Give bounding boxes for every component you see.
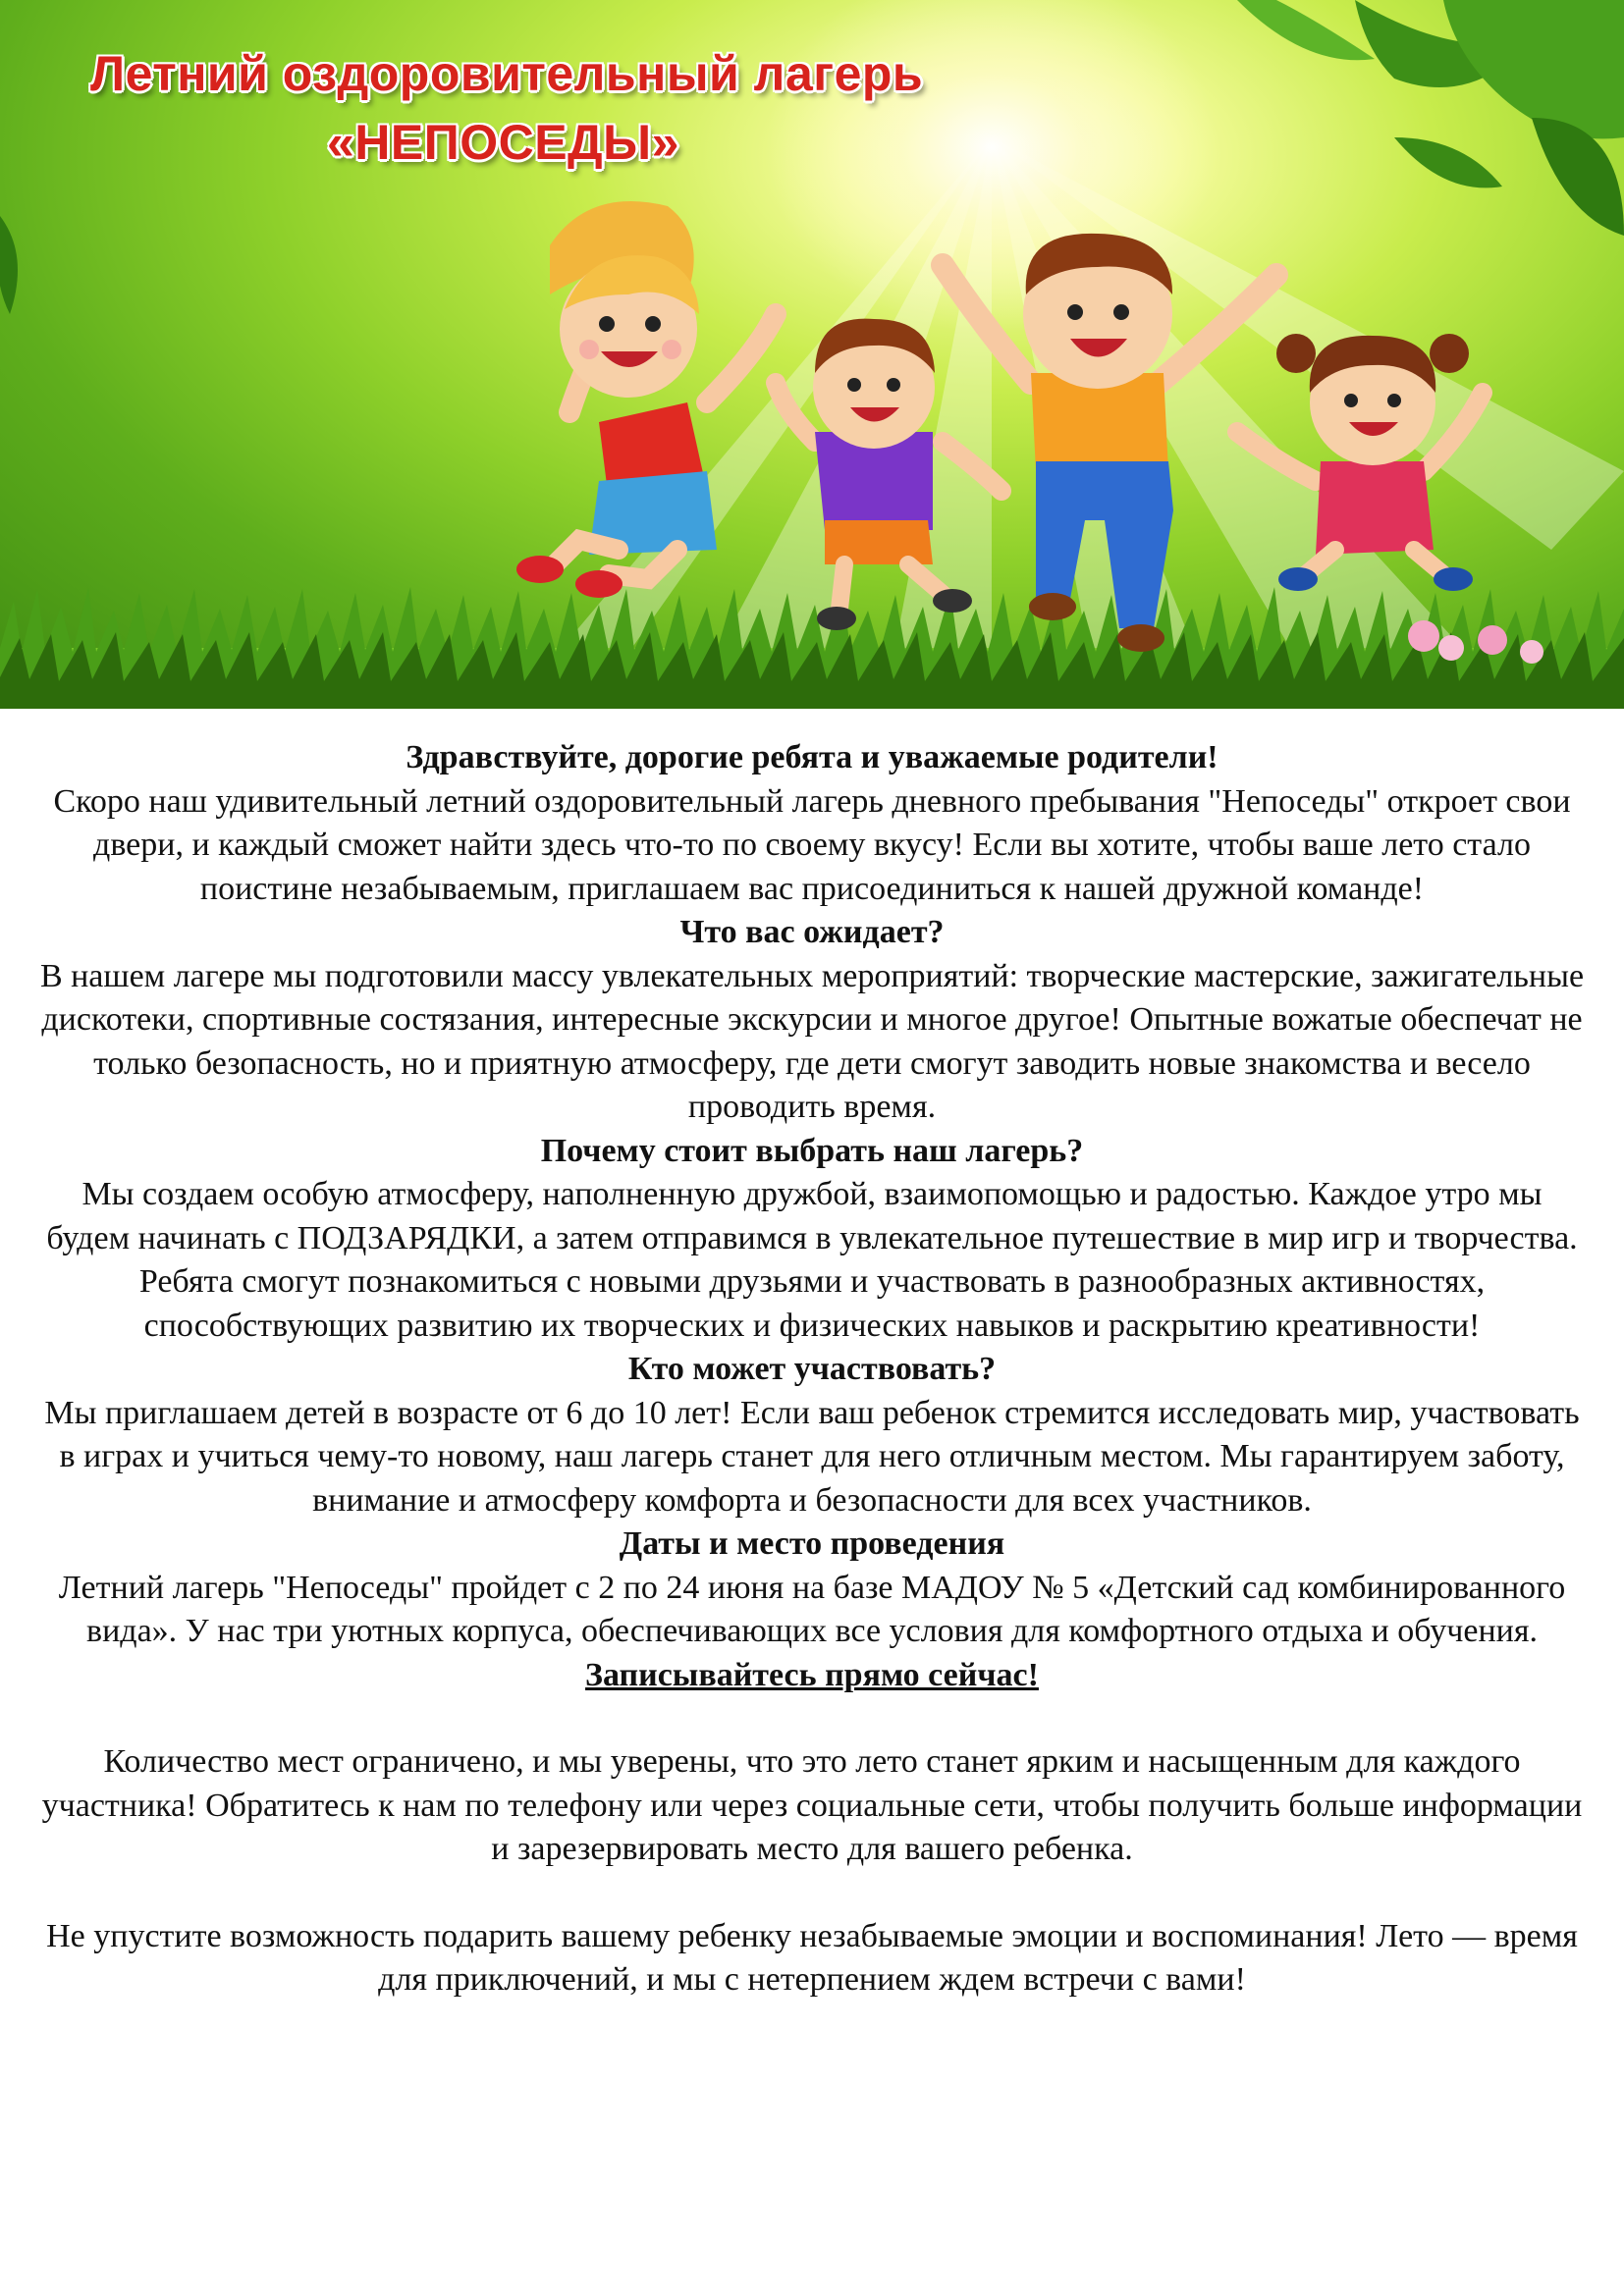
section-heading-dates: Даты и место проведения xyxy=(619,1525,1005,1562)
header-banner xyxy=(0,0,1624,709)
banner-title-line1: Летний оздоровительный лагерь xyxy=(90,46,924,101)
section-text-who: Мы приглашаем детей в возрасте от 6 до 10 лет! Если ваш ребенок стремится исследовать мир, участвовать в играх и учиться чему-то новому, наш лагерь станет для него отличным местом. Мы гарантируем заботу, внимание и атмосферу комфорта и безопасности для всех участников. xyxy=(44,1394,1580,1519)
section-heading-why-us: Почему стоит выбрать наш лагерь? xyxy=(540,1132,1084,1169)
section-text-expectations: В нашем лагере мы подготовили массу увлекательных мероприятий: творческие мастерские, зажигательные дискотеки, спортивные состязания, интересные экскурсии и многое другое! Опытные вожатые обеспечат не только безопасность, но и приятную атмосферу, где дети смогут заводить новые знакомства и весело проводить время. xyxy=(39,957,1585,1125)
intro-paragraph: Скоро наш удивительный летний оздоровительный лагерь дневного пребывания "Непоседы" откроет свои двери, и каждый сможет найти здесь что-то по своему вкусу! Если вы хотите, чтобы ваше лето стало поистине незабываемым, приглашаем вас присоединиться к нашей дружной команде! xyxy=(53,782,1571,907)
closing-paragraph-2: Не упустите возможность подарить вашему ребенку незабываемые эмоции и воспоминания! Лето — время для приключений, и мы с нетерпением ждем встречи с вами! xyxy=(46,1917,1578,1998)
greeting-heading: Здравствуйте, дорогие ребята и уважаемые родители! xyxy=(406,739,1218,775)
banner-illustration xyxy=(0,0,1624,709)
section-heading-who: Кто может участвовать? xyxy=(627,1351,997,1387)
section-heading-expectations: Что вас ожидает? xyxy=(679,914,945,950)
signup-call-to-action: Записывайтесь прямо сейчас! xyxy=(585,1656,1039,1693)
spacer xyxy=(39,1872,1585,1915)
banner-title-line2: «НЕПОСЕДЫ» xyxy=(327,115,679,170)
closing-paragraph-1: Количество мест ограничено, и мы уверены, что это лето станет ярким и насыщенным для каждого участника! Обратитесь к нам по телефону или через социальные сети, чтобы получить больше информации и зарезервировать место для вашего ребенка. xyxy=(41,1743,1583,1867)
section-text-dates: Летний лагерь "Непоседы" пройдет с 2 по 24 июня на базе МАДОУ № 5 «Детский сад комбинированного вида». У нас три уютных корпуса, обеспечивающих все условия для комфортного отдыха и обучения. xyxy=(58,1569,1566,1649)
flyer-body xyxy=(39,736,1585,2002)
spacer xyxy=(39,1697,1585,1740)
section-text-why-us: Мы создаем особую атмосферу, наполненную дружбой, взаимопомощью и радостью. Каждое утро мы будем начинать с ПОДЗАРЯДКИ, а затем отправимся в увлекательное путешествие в мир игр и творчества. Ребята смогут познакомиться с новыми друзьями и участвовать в разнообразных активностях, способствующих развитию их творческих и физических навыков и раскрытию креативности! xyxy=(46,1176,1578,1344)
child-girl-blonde-icon xyxy=(516,201,776,598)
